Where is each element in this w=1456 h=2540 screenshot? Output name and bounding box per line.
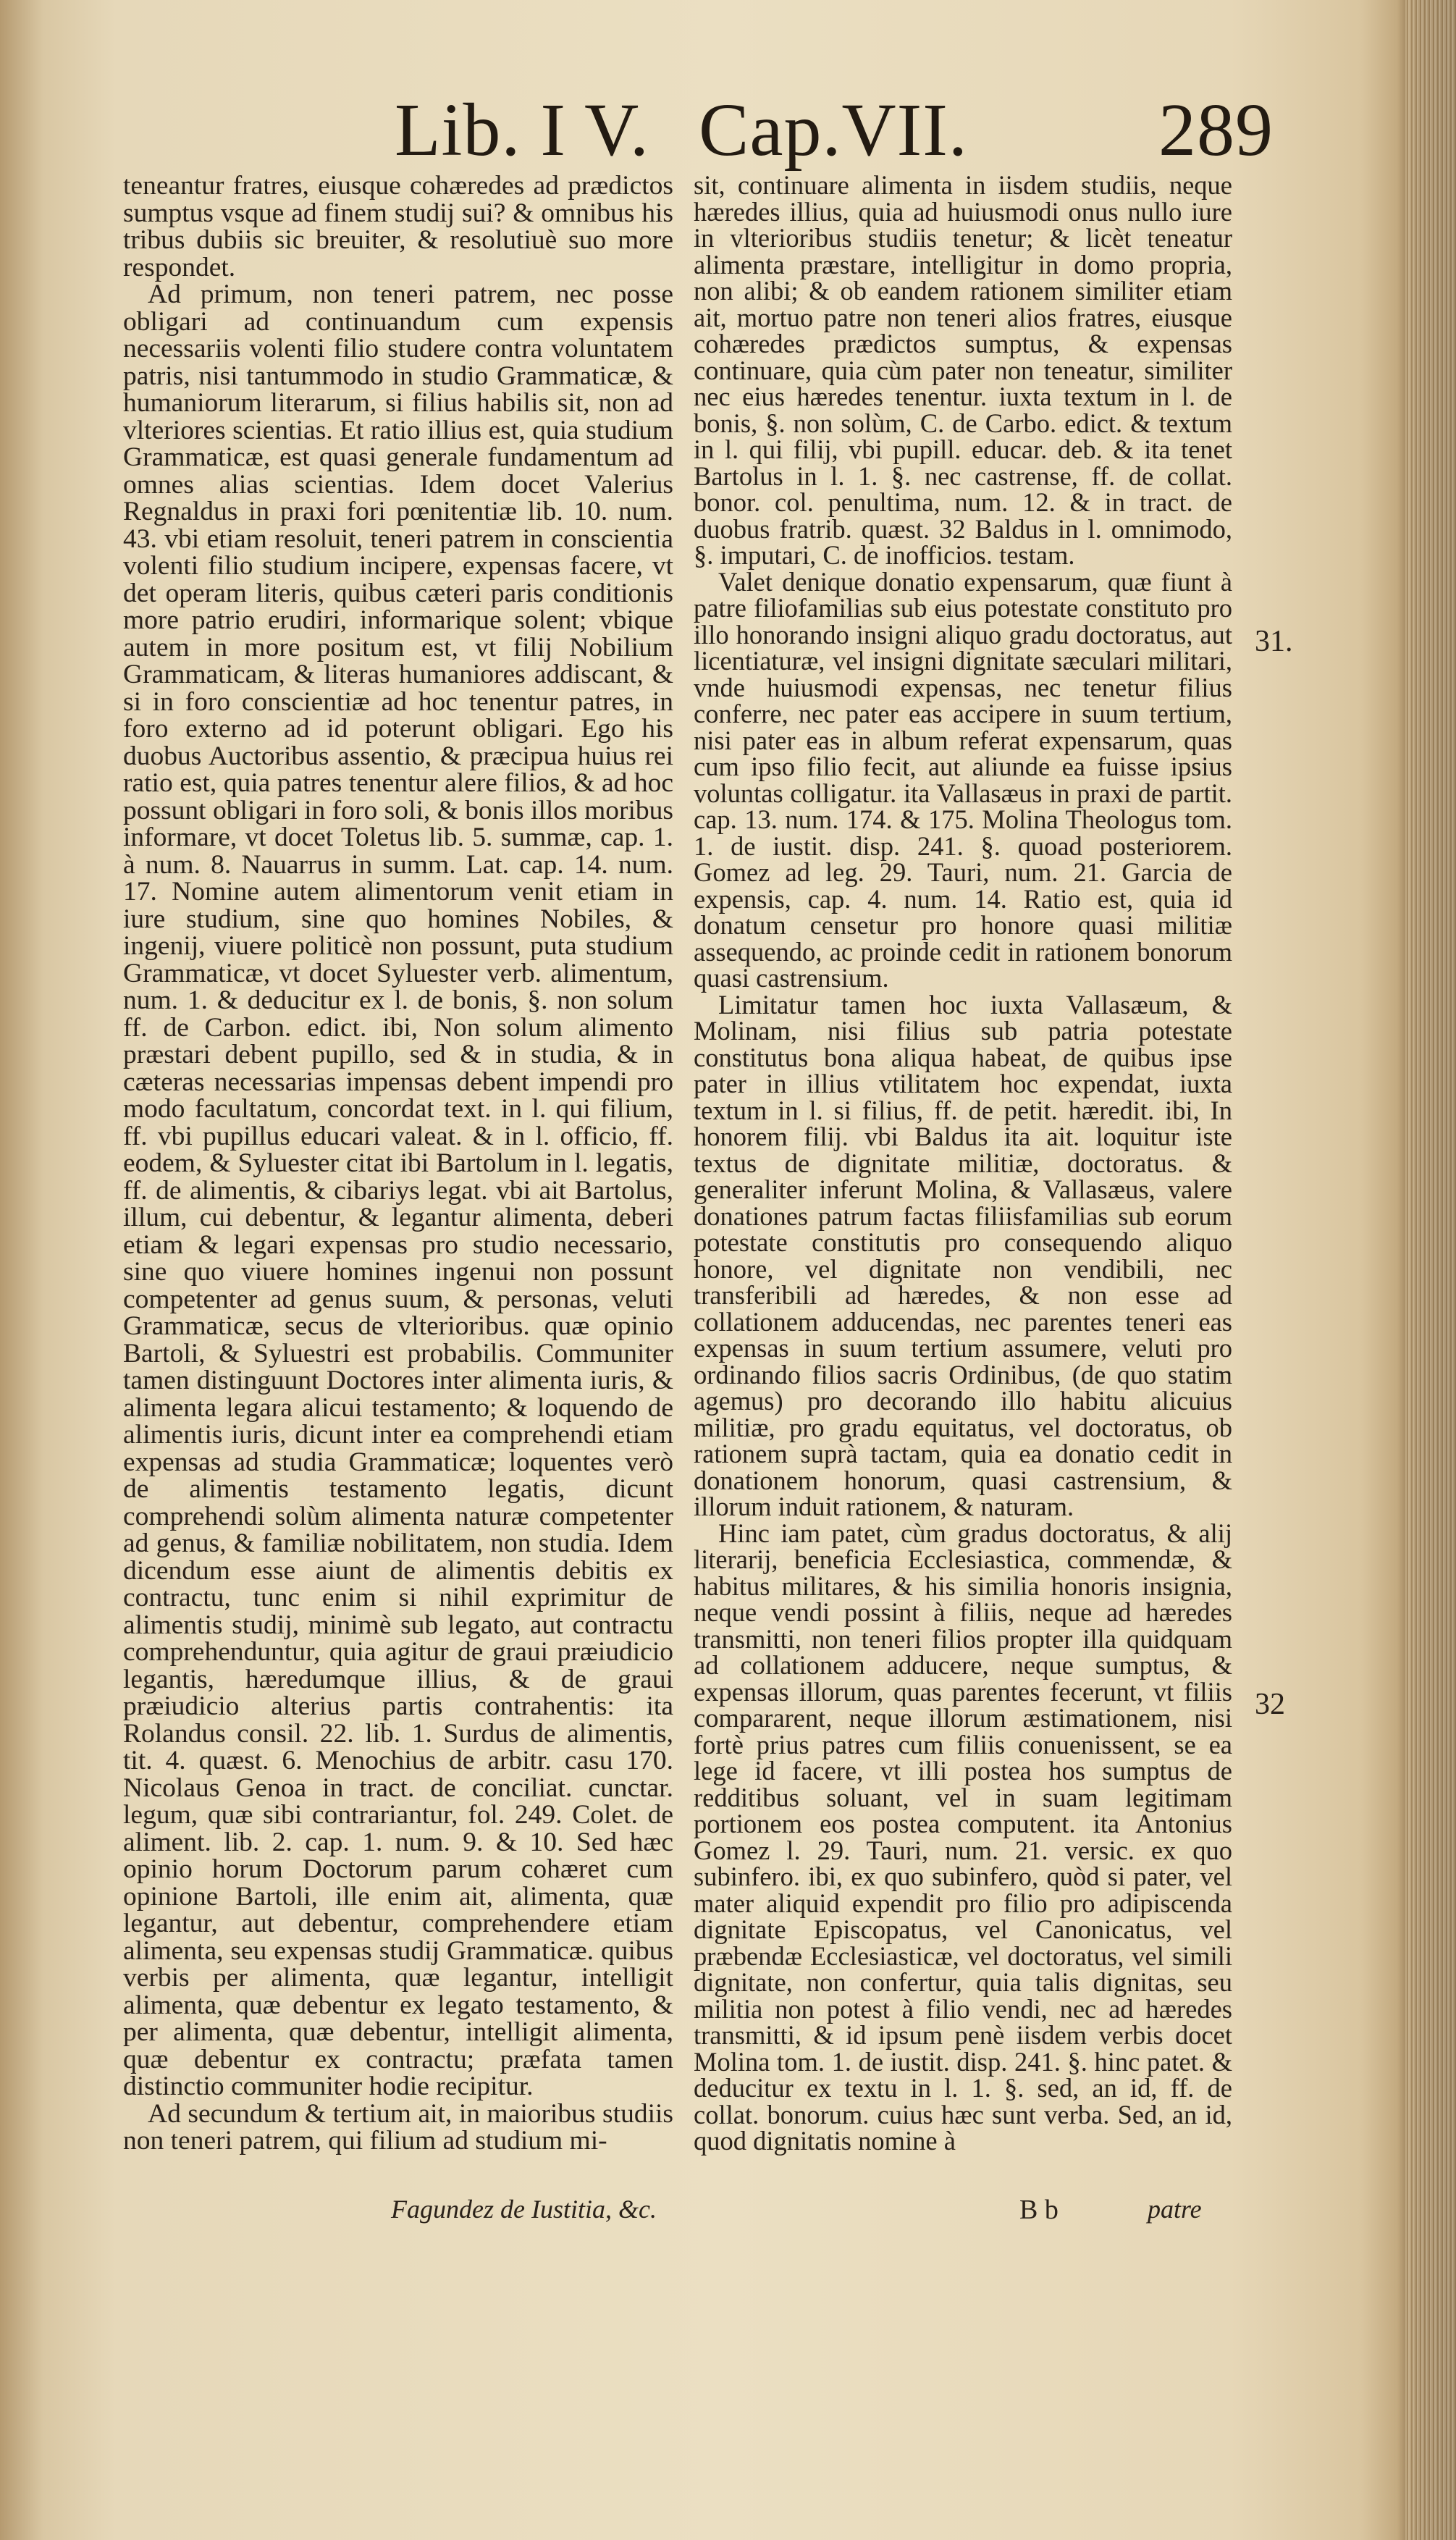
page-edge (1405, 0, 1456, 2540)
paragraph: Ad primum, non teneri patrem, nec posse obligari ad continuandum cum expensis necessariis volenti filio studere contra voluntatem patris, nisi tantummodo in studio Grammaticæ, & humaniorum literarum, si filius habilis sit, non ad vlteriores scientias. Et ratio illius est, quia studium Grammaticæ, est quasi generale fundamentum ad omnes alias scientias. Idem docet Valerius Regnaldus in praxi fori pœnitentiæ lib. 10. num. 43. vbi etiam resoluit, teneri patrem in conscientia volenti filio studium incipere, expensas facere, vt det operam literis, quibus cæteri paris conditionis more patrio erudiri, informarique solent; vbique autem in more positum est, vt filij Nobilium Grammaticam, & literas humaniores addiscant, & si in foro conscientiæ ad hoc tenentur patres, in foro externo ad id poterunt obligari. Ego his duobus Auctoribus assentio, & præcipua huius rei ratio est, quia patres tenentur alere filios, & ad hoc possunt obligari in foro soli, & bonis illos moribus informare, vt docet Toletus lib. 5. summæ, cap. 1. à num. 8. Nauarrus in summ. Lat. cap. 14. num. 17. Nomine autem alimentorum venit etiam in iure studium, sine quo homines Nobiles, & ingenij, viuere politicè non possunt, puta studium Grammaticæ, vt docet Syluester verb. alimentum, num. 1. & deducitur ex l. de bonis, §. non solum ff. de Carbon. edict. ibi, Non solum alimento præstari debent pupillo, sed & in studia, & in cæteras necessarias impensas debent impendi pro modo facultatum, concordat text. in l. qui filium, ff. vbi pupillus educari valeat. & in l. officio, ff. eodem, & Syluester citat ibi Bartolum in l. legatis, ff. de alimentis, & cibariys legat. vbi ait Bartolus, illum, cui debentur, & legantur alimenta, deberi etiam & legari expensas pro studio necessario, sine quo viuere homines ingenui non possunt competenter ad genus suum, & personas, veluti Grammaticæ, secus de vlterioribus. quæ opinio Bartoli, & Syluestri est probabilis. Communiter tamen distinguunt Doctores inter alimenta iuris, & alimenta legara alicui testamento; & loquendo de alimentis iuris, dicunt inter ea comprehendi etiam expensas ad studia Grammaticæ; loquentes verò de alimentis testamento legatis, dicunt comprehendi solùm alimenta naturæ competenter ad genus, & familiæ nobilitatem, non studia. Idem dicendum esse aiunt de alimentis debitis ex contractu, tunc enim si nihil exprimitur de alimentis studij, minimè sub legato, aut contractu comprehenduntur, quia agitur de graui præiudicio legantis, hæredumque illius, & de graui præiudicio alterius partis contrahentis: ita Rolandus consil. 22. lib. 1. Surdus de alimentis, tit. 4. quæst. 6. Menochius de arbitr. casu 170. Nicolaus Genoa in tract. de conciliat. cunctar. legum, quæ sibi contrariantur, fol. 249. Colet. de aliment. lib. 2. cap. 1. num. 9. & 10. Sed hæc opinio horum Doctorum parum cohæret cum opinione Bartoli, ille enim ait, alimenta, quæ legantur, aut debentur, comprehendere etiam alimenta, seu expensas studij Grammaticæ. quibus verbis per alimenta, quæ legantur, intelligit alimenta, quæ debentur ex legato testamento, & per alimenta, quæ debentur, intelligit alimenta, quæ debentur ex contractu; præfata tamen distinctio communiter hodie recipitur. (123, 279, 673, 2101)
running-head (0, 0, 1390, 188)
author-catchline: Fagundez de Iustitia, &c. (391, 2195, 657, 2224)
paragraph: teneantur fratres, eiusque cohæredes ad prædictos sumptus vsque ad finem studij sui? & omnibus his tribus dubiis sic breuiter, & resolutiuè suo more respondet. (123, 171, 673, 282)
left-column (123, 172, 673, 2155)
catchword: patre (1148, 2195, 1202, 2224)
page-number: 289 (1158, 88, 1274, 172)
paragraph: Ad secundum & tertium ait, in maioribus studiis non teneri patrem, qui filium ad studium mi- (123, 2098, 673, 2156)
paragraph: Valet denique donatio expensarum, quæ fiunt à patre filiofamilias sub eius potestate constituto pro illo honorando insigni aliquo gradu doctoratus, aut licentiaturæ, vel insigni dignitate sæculari militari, vnde huiusmodi expensas, nec tenetur filius conferre, nec pater eas accipere in suum tertium, nisi pater eas in album referat expensarum, quas cum ipso filio fecit, aut aliunde ea fuisse ipsius voluntas colligatur. ita Vallasæus in praxi de partit. cap. 13. num. 174. & 175. Molina Theologus tom. 1. de iustit. disp. 241. §. quoad posteriorem. Gomez ad leg. 29. Tauri, num. 21. Garcia de expensis, cap. 4. num. 14. Ratio est, quia id donatum censetur pro honore quasi militiæ assequendo, ac proinde cedit in rationem bonorum quasi castrensium. (694, 566, 1232, 993)
signature-mark: B b (1019, 2195, 1059, 2225)
paragraph: Limitatur tamen hoc iuxta Vallasæum, & Molinam, nisi filius sub patria potestate constitutus bona aliqua habeat, de quibus ipse pater in illius vtilitatem hoc expendat, iuxta textum in l. si filius, ff. de petit. hæredit. ibi, In honorem filij. vbi Baldus ita ait. loquitur iste textus de dignitate militiæ, doctoratus. & generaliter inferunt Molina, & Vallasæus, valere donationes patrum factas filiisfamilias sub eorum potestate constitutis pro consequendo aliquo honore, vel dignitate non vendibili, nec transferibili ad hæredes, & non esse ad collationem adducendas, nec parentes teneri eas expensas in suum tertium assumere, veluti pro ordinando filios sacris Ordinibus, (de quo statim agemus) pro decorando illo habitu alicuius militiæ, pro gradu equitatus, vel doctoratus, ob rationem suprà tactam, quia ea donatio cedit in donationem honorum, quasi castrensium, & illorum induit rationem, & naturam. (694, 989, 1232, 1521)
paragraph: sit, continuare alimenta in iisdem studiis, neque hæredes illius, quia ad huiusmodi onus nullo iure in vlterioribus studiis tenetur; & licèt teneatur alimenta præstare, intelligitur in domo propria, non alibi; & ob eandem rationem similiter etiam ait, mortuo patre non teneri alios fratres, eiusque cohæredes prædictos sumptus, & expensas continuare, quia cùm pater non teneatur, similiter nec eius hæredes tenentur. iuxta textum in l. de bonis, §. non solùm, C. de Carbo. edict. & textum in l. qui filij, vbi pupill. educar. deb. & ita tenet Bartolus in l. 1. §. nec castrense, ff. de collat. bonor. col. penultima, num. 12. & in tract. de duobus fratrib. quæst. 32 Baldus in l. omnimodo, §. imputari, C. de inofficios. testam. (694, 170, 1232, 570)
paragraph: Hinc iam patet, cùm gradus doctoratus, & alij literarij, beneficia Ecclesiastica, commendæ, & habitus militares, & his similia honoris insignia, neque vendi possint à filiis, neque ad hæredes transmitti, non teneri filios propter illa quidquam ad collationem adducere, neque sumptus, & expensas illorum, quas parentes fecerunt, vt filiis compararent, neque illorum æstimationem, nisi fortè prius patres cum filiis conuenissent, se ea lege id facere, vt illi postea hos sumptus de redditibus soluant, vel in suam legitimam portionem eos postea computent. ita Antonius Gomez l. 29. Tauri, num. 21. versic. ex quo subinfero. ibi, ex quo subinfero, quòd si pater, vel mater aliquid expendit pro filio pro adipiscenda dignitate Episcopatus, vel Canonicatus, vel præbendæ Ecclesiasticæ, vel doctoratus, vel simili dignitate, non confertur, quia talis dignitas, seu militia non potest à filio vendi, nec ad hæredes transmitti, & id ipsum penè iisdem verbis docet Molina tom. 1. de iustit. disp. 241. §. hinc patet. & deducitur ex textu in l. 1. §. sed, an id, ff. de collat. bonorum. cuius hæc sunt verba. Sed, an id, quod dignitatis nomine à (694, 1518, 1232, 2156)
margin-note: 32 (1255, 1688, 1285, 1721)
margin-note: 31. (1255, 625, 1293, 658)
right-column (694, 172, 1232, 2155)
chapter-number: Cap.VII. (699, 88, 968, 172)
book-number: Lib. I V. (395, 88, 649, 172)
